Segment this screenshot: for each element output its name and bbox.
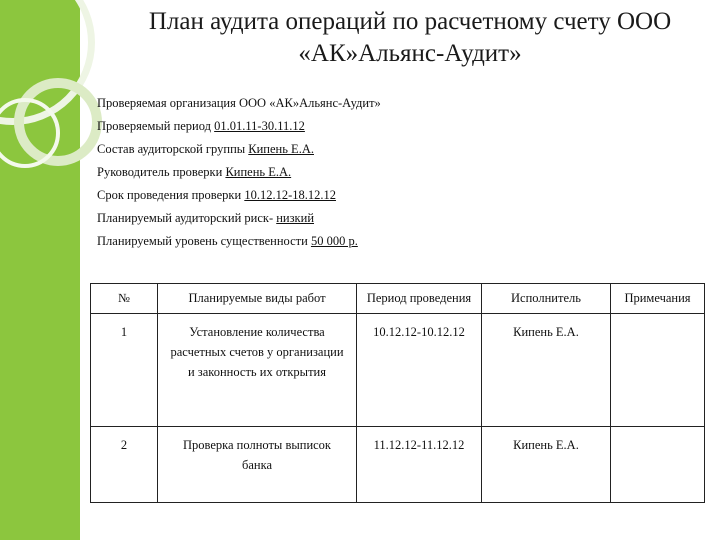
- info-label: Проверяемая организация ООО «АК»Альянс-Аудит»: [97, 96, 381, 110]
- period-cell: 10.12.12-10.12.12: [357, 314, 482, 427]
- info-value: 50 000 р.: [310, 234, 358, 248]
- table-header-row: [91, 284, 705, 314]
- row-number: 2: [91, 427, 158, 503]
- executor-cell: Кипень Е.А.: [482, 427, 611, 503]
- column-header: Период проведения: [357, 284, 482, 314]
- info-value: Кипень Е.А.: [225, 165, 292, 179]
- info-label: Срок проведения проверки: [97, 188, 245, 202]
- title-line: «АК»Альянс-Аудит»: [298, 40, 522, 67]
- audit-plan-table: [90, 283, 705, 503]
- work-cell: [158, 314, 357, 427]
- info-label: Состав аудиторской группы: [97, 142, 249, 156]
- info-value: низкий: [276, 211, 315, 225]
- row-number: 1: [91, 314, 158, 427]
- executor-cell: Кипень Е.А.: [482, 314, 611, 427]
- work-line: Установление количества: [189, 325, 325, 339]
- period-cell: 11.12.12-11.12.12: [357, 427, 482, 503]
- column-header: Планируемые виды работ: [158, 284, 357, 314]
- work-line: и законность их открытия: [187, 365, 326, 379]
- info-line: [97, 95, 637, 118]
- table-row: [91, 427, 705, 503]
- info-line: [97, 210, 637, 233]
- info-line: [97, 187, 637, 210]
- work-line: Проверка полноты выписок: [182, 438, 332, 452]
- info-line: [97, 141, 637, 164]
- info-label: Руководитель проверки: [97, 165, 226, 179]
- info-value: 01.01.11-30.11.12: [214, 119, 305, 133]
- info-value: 10.12.12-18.12.12: [244, 188, 336, 202]
- column-header: №: [91, 284, 158, 314]
- info-line: [97, 164, 637, 187]
- table-row: [91, 314, 705, 427]
- column-header: Примечания: [611, 284, 705, 314]
- info-line: [97, 233, 637, 256]
- note-cell: [611, 314, 705, 427]
- work-line: расчетных счетов у организации: [170, 345, 344, 359]
- work-line: банка: [241, 458, 273, 472]
- audit-info: [97, 95, 637, 256]
- info-label: Планируемый уровень существенности: [97, 234, 311, 248]
- info-label: Планируемый аудиторский риск-: [97, 211, 277, 225]
- info-line: [97, 118, 637, 141]
- work-cell: [158, 427, 357, 503]
- info-value: Кипень Е.А.: [248, 142, 314, 156]
- page-title: [140, 6, 680, 70]
- title-line: План аудита операций по расчетному счету ООО: [148, 8, 672, 35]
- note-cell: [611, 427, 705, 503]
- column-header: Исполнитель: [482, 284, 611, 314]
- info-label: Проверяемый период: [97, 119, 215, 133]
